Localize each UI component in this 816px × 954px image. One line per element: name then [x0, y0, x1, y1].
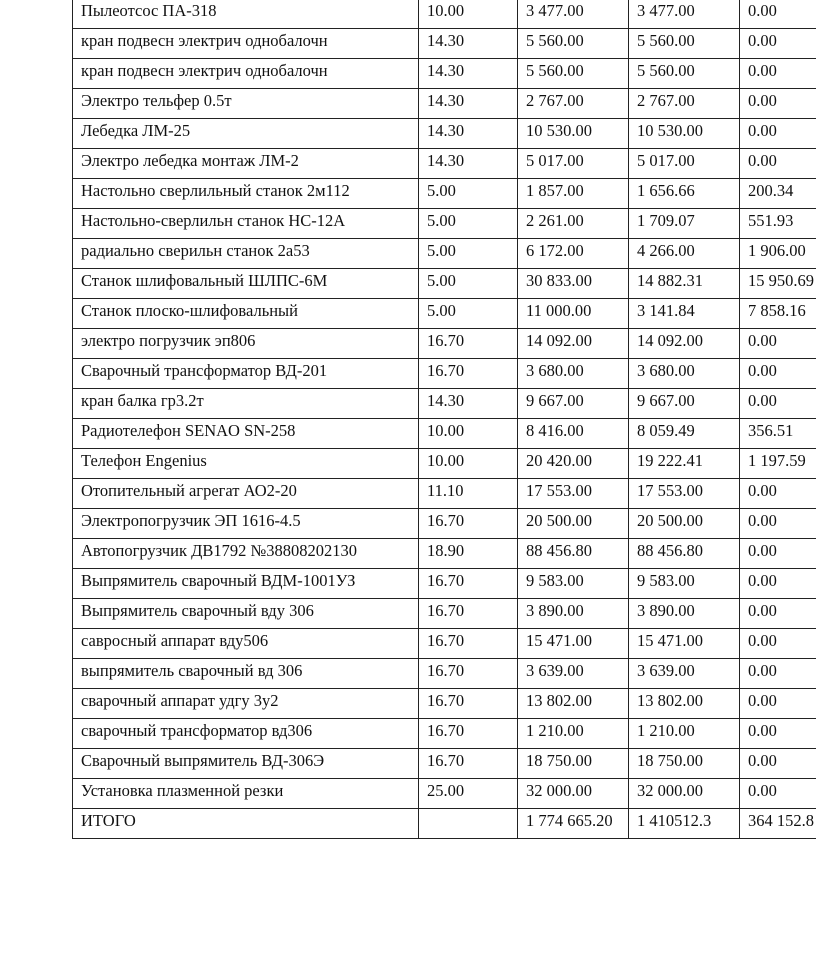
residual-value-cell: 0.00	[740, 748, 816, 778]
item-name-cell: Пылеотсос ПА-318	[73, 0, 419, 28]
residual-value-cell: 0.00	[740, 628, 816, 658]
item-name-cell: Электропогрузчик ЭП 1616-4.5	[73, 508, 419, 538]
residual-value-cell: 0.00	[740, 538, 816, 568]
depreciation-cell: 10 530.00	[629, 118, 740, 148]
rate-cell: 25.00	[419, 778, 518, 808]
rate-cell: 14.30	[419, 28, 518, 58]
depreciation-cell: 18 750.00	[629, 748, 740, 778]
table-row	[73, 508, 816, 538]
residual-value-cell: 0.00	[740, 478, 816, 508]
item-name-cell: Станок шлифовальный ШЛПС-6М	[73, 268, 419, 298]
depreciation-cell: 2 767.00	[629, 88, 740, 118]
depreciation-cell: 1 210.00	[629, 718, 740, 748]
table-row	[73, 208, 816, 238]
table-row	[73, 628, 816, 658]
depreciation-cell: 9 583.00	[629, 568, 740, 598]
table-row	[73, 118, 816, 148]
depreciation-cell: 14 882.31	[629, 268, 740, 298]
initial-cost-cell: 14 092.00	[518, 328, 629, 358]
initial-cost-cell: 18 750.00	[518, 748, 629, 778]
table-row	[73, 58, 816, 88]
item-name-cell: сварочный трансформатор вд306	[73, 718, 419, 748]
residual-value-cell: 200.34	[740, 178, 816, 208]
depreciation-cell: 13 802.00	[629, 688, 740, 718]
rate-cell: 10.00	[419, 418, 518, 448]
table-row	[73, 448, 816, 478]
residual-value-cell: 0.00	[740, 88, 816, 118]
equipment-table-container	[72, 0, 816, 839]
residual-value-cell: 0.00	[740, 778, 816, 808]
item-name-cell: Радиотелефон SENAO SN-258	[73, 418, 419, 448]
initial-cost-cell: 3 890.00	[518, 598, 629, 628]
rate-cell: 16.70	[419, 568, 518, 598]
item-name-cell: кран подвесн электрич однобалочн	[73, 28, 419, 58]
item-name-cell: Настольно сверлильный станок 2м112	[73, 178, 419, 208]
item-name-cell: выпрямитель сварочный вд 306	[73, 658, 419, 688]
item-name-cell: Сварочный выпрямитель ВД-306Э	[73, 748, 419, 778]
depreciation-cell: 14 092.00	[629, 328, 740, 358]
rate-cell: 14.30	[419, 148, 518, 178]
depreciation-cell: 5 017.00	[629, 148, 740, 178]
rate-cell: 18.90	[419, 538, 518, 568]
depreciation-cell: 1 709.07	[629, 208, 740, 238]
item-name-cell: Электро тельфер 0.5т	[73, 88, 419, 118]
depreciation-cell: 1 410512.3	[629, 808, 740, 838]
rate-cell: 5.00	[419, 238, 518, 268]
residual-value-cell: 0.00	[740, 118, 816, 148]
depreciation-cell: 32 000.00	[629, 778, 740, 808]
item-name-cell: Телефон Engenius	[73, 448, 419, 478]
initial-cost-cell: 15 471.00	[518, 628, 629, 658]
initial-cost-cell: 3 639.00	[518, 658, 629, 688]
item-name-cell: Лебедка ЛМ-25	[73, 118, 419, 148]
depreciation-cell: 3 890.00	[629, 598, 740, 628]
table-row	[73, 0, 816, 28]
initial-cost-cell: 3 680.00	[518, 358, 629, 388]
residual-value-cell: 0.00	[740, 148, 816, 178]
rate-cell: 16.70	[419, 718, 518, 748]
depreciation-cell: 8 059.49	[629, 418, 740, 448]
table-row	[73, 718, 816, 748]
initial-cost-cell: 3 477.00	[518, 0, 629, 28]
rate-cell: 5.00	[419, 208, 518, 238]
item-name-cell: сварочный аппарат удгу 3у2	[73, 688, 419, 718]
depreciation-cell: 88 456.80	[629, 538, 740, 568]
depreciation-cell: 9 667.00	[629, 388, 740, 418]
item-name-cell: кран подвесн электрич однобалочн	[73, 58, 419, 88]
rate-cell: 16.70	[419, 688, 518, 718]
item-name-cell: Установка плазменной резки	[73, 778, 419, 808]
item-name-cell: Электро лебедка монтаж ЛМ-2	[73, 148, 419, 178]
item-name-cell: Сварочный трансформатор ВД-201	[73, 358, 419, 388]
initial-cost-cell: 2 767.00	[518, 88, 629, 118]
initial-cost-cell: 1 857.00	[518, 178, 629, 208]
item-name-cell: Настольно-сверлильн станок НС-12А	[73, 208, 419, 238]
table-row	[73, 478, 816, 508]
table-row	[73, 598, 816, 628]
initial-cost-cell: 11 000.00	[518, 298, 629, 328]
rate-cell: 5.00	[419, 178, 518, 208]
table-row	[73, 238, 816, 268]
initial-cost-cell: 88 456.80	[518, 538, 629, 568]
initial-cost-cell: 9 667.00	[518, 388, 629, 418]
residual-value-cell: 0.00	[740, 508, 816, 538]
initial-cost-cell: 10 530.00	[518, 118, 629, 148]
initial-cost-cell: 1 774 665.20	[518, 808, 629, 838]
residual-value-cell: 0.00	[740, 328, 816, 358]
table-row	[73, 268, 816, 298]
residual-value-cell: 0.00	[740, 568, 816, 598]
depreciation-cell: 5 560.00	[629, 28, 740, 58]
item-name-cell: Станок плоско-шлифовальный	[73, 298, 419, 328]
depreciation-cell: 5 560.00	[629, 58, 740, 88]
initial-cost-cell: 5 560.00	[518, 28, 629, 58]
rate-cell: 16.70	[419, 658, 518, 688]
initial-cost-cell: 32 000.00	[518, 778, 629, 808]
rate-cell: 10.00	[419, 0, 518, 28]
rate-cell: 16.70	[419, 508, 518, 538]
initial-cost-cell: 20 420.00	[518, 448, 629, 478]
depreciation-cell: 3 477.00	[629, 0, 740, 28]
residual-value-cell: 0.00	[740, 28, 816, 58]
rate-cell: 11.10	[419, 478, 518, 508]
table-row	[73, 538, 816, 568]
rate-cell: 16.70	[419, 328, 518, 358]
residual-value-cell: 7 858.16	[740, 298, 816, 328]
initial-cost-cell: 8 416.00	[518, 418, 629, 448]
residual-value-cell: 0.00	[740, 658, 816, 688]
item-name-cell: электро погрузчик эп806	[73, 328, 419, 358]
total-row	[73, 808, 816, 838]
table-row	[73, 658, 816, 688]
item-name-cell: кран балка гр3.2т	[73, 388, 419, 418]
residual-value-cell: 0.00	[740, 688, 816, 718]
item-name-cell: ИТОГО	[73, 808, 419, 838]
residual-value-cell: 1 197.59	[740, 448, 816, 478]
rate-cell	[419, 808, 518, 838]
initial-cost-cell: 2 261.00	[518, 208, 629, 238]
depreciation-cell: 4 266.00	[629, 238, 740, 268]
initial-cost-cell: 6 172.00	[518, 238, 629, 268]
initial-cost-cell: 17 553.00	[518, 478, 629, 508]
residual-value-cell: 0.00	[740, 388, 816, 418]
table-row	[73, 298, 816, 328]
residual-value-cell: 15 950.69	[740, 268, 816, 298]
equipment-table	[72, 0, 816, 839]
residual-value-cell: 0.00	[740, 718, 816, 748]
rate-cell: 16.70	[419, 598, 518, 628]
rate-cell: 16.70	[419, 748, 518, 778]
table-row	[73, 88, 816, 118]
residual-value-cell: 0.00	[740, 58, 816, 88]
depreciation-cell: 15 471.00	[629, 628, 740, 658]
initial-cost-cell: 30 833.00	[518, 268, 629, 298]
depreciation-cell: 3 141.84	[629, 298, 740, 328]
rate-cell: 5.00	[419, 298, 518, 328]
residual-value-cell: 364 152.8	[740, 808, 816, 838]
table-row	[73, 778, 816, 808]
item-name-cell: Выпрямитель сварочный вду 306	[73, 598, 419, 628]
rate-cell: 14.30	[419, 388, 518, 418]
depreciation-cell: 3 639.00	[629, 658, 740, 688]
table-row	[73, 148, 816, 178]
depreciation-cell: 17 553.00	[629, 478, 740, 508]
rate-cell: 16.70	[419, 358, 518, 388]
table-row	[73, 328, 816, 358]
equipment-table-body	[73, 0, 816, 838]
table-row	[73, 358, 816, 388]
rate-cell: 16.70	[419, 628, 518, 658]
initial-cost-cell: 20 500.00	[518, 508, 629, 538]
table-row	[73, 568, 816, 598]
depreciation-cell: 3 680.00	[629, 358, 740, 388]
residual-value-cell: 0.00	[740, 358, 816, 388]
item-name-cell: Автопогрузчик ДВ1792 №38808202130	[73, 538, 419, 568]
rate-cell: 14.30	[419, 118, 518, 148]
table-row	[73, 418, 816, 448]
table-row	[73, 28, 816, 58]
depreciation-cell: 19 222.41	[629, 448, 740, 478]
residual-value-cell: 0.00	[740, 0, 816, 28]
initial-cost-cell: 9 583.00	[518, 568, 629, 598]
table-row	[73, 748, 816, 778]
residual-value-cell: 551.93	[740, 208, 816, 238]
rate-cell: 14.30	[419, 88, 518, 118]
initial-cost-cell: 13 802.00	[518, 688, 629, 718]
item-name-cell: Выпрямитель сварочный ВДМ-1001УЗ	[73, 568, 419, 598]
table-row	[73, 178, 816, 208]
depreciation-cell: 20 500.00	[629, 508, 740, 538]
residual-value-cell: 0.00	[740, 598, 816, 628]
table-row	[73, 388, 816, 418]
initial-cost-cell: 1 210.00	[518, 718, 629, 748]
rate-cell: 14.30	[419, 58, 518, 88]
residual-value-cell: 1 906.00	[740, 238, 816, 268]
initial-cost-cell: 5 560.00	[518, 58, 629, 88]
depreciation-cell: 1 656.66	[629, 178, 740, 208]
item-name-cell: савросный аппарат вду506	[73, 628, 419, 658]
rate-cell: 10.00	[419, 448, 518, 478]
rate-cell: 5.00	[419, 268, 518, 298]
residual-value-cell: 356.51	[740, 418, 816, 448]
table-row	[73, 688, 816, 718]
item-name-cell: Отопительный агрегат АО2-20	[73, 478, 419, 508]
initial-cost-cell: 5 017.00	[518, 148, 629, 178]
item-name-cell: радиально сверильн станок 2а53	[73, 238, 419, 268]
